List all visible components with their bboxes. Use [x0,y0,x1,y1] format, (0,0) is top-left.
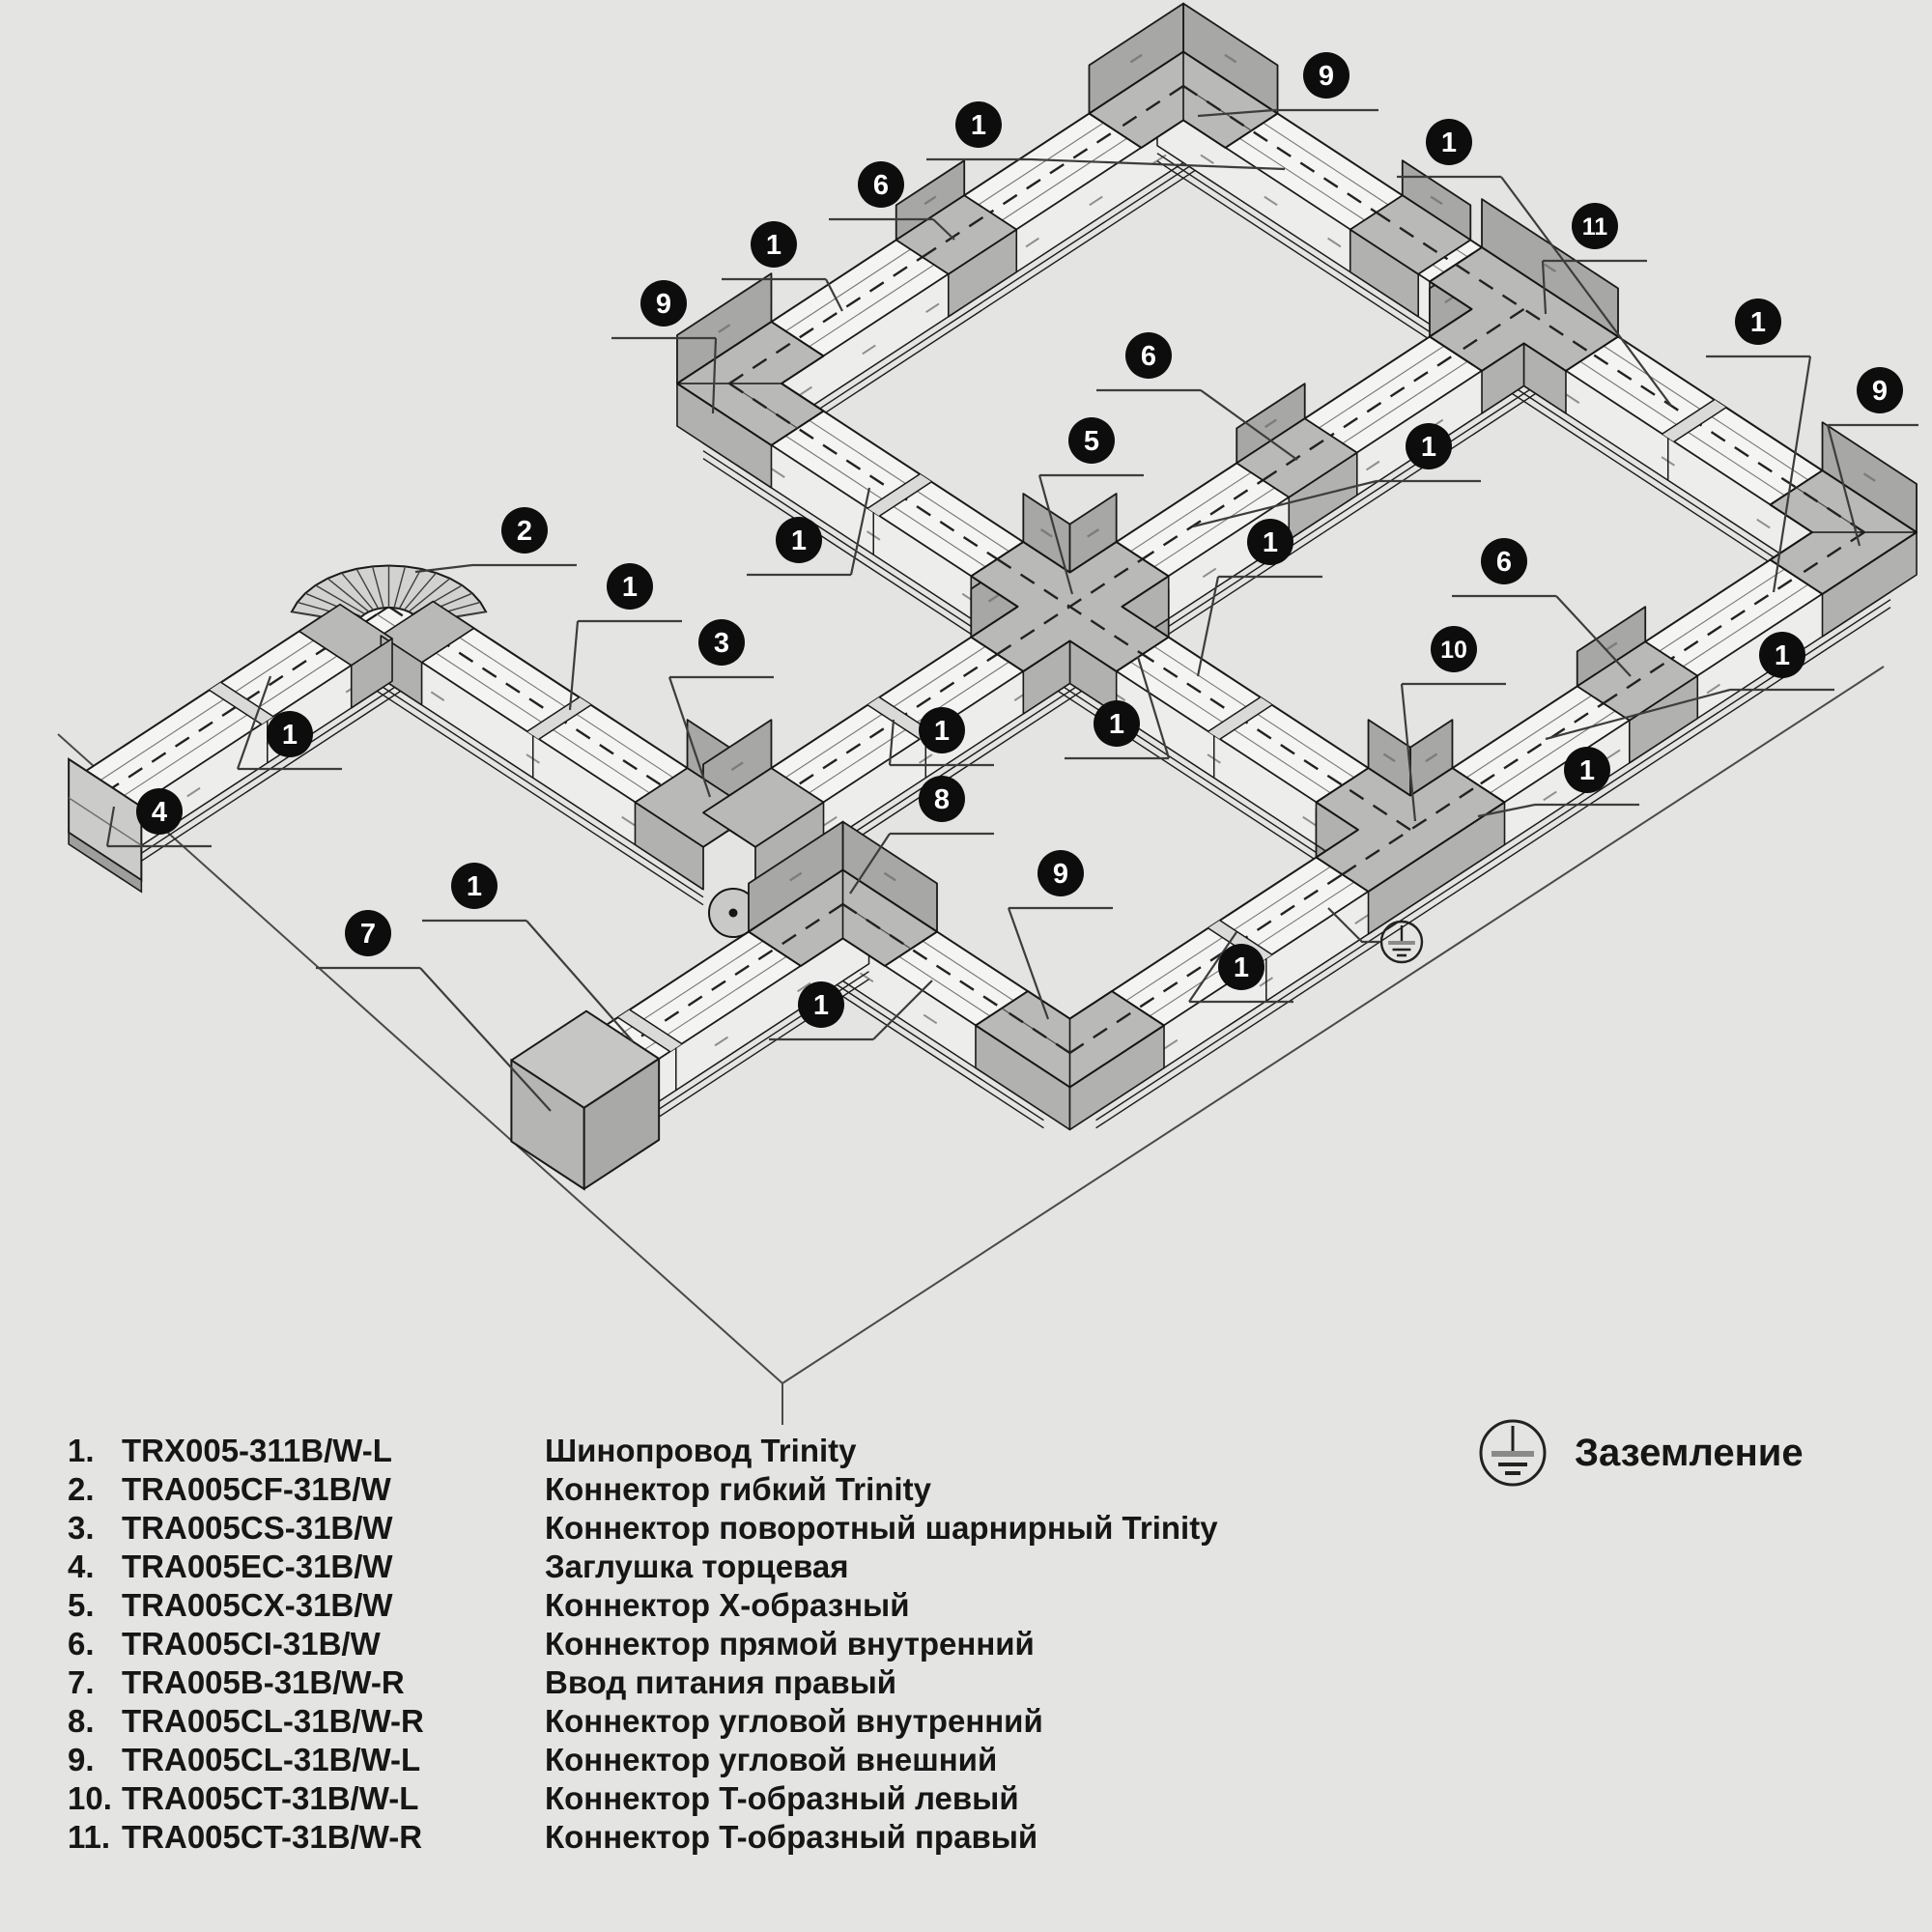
svg-text:1: 1 [1108,709,1125,741]
legend-desc: Коннектор X-образный [545,1587,910,1623]
legend-num: 4. [68,1548,95,1584]
svg-text:1: 1 [1440,128,1458,159]
legend-row [68,1663,1218,1702]
legend-num: 7. [68,1664,95,1700]
svg-text:1: 1 [1262,527,1279,559]
callout-2 [415,507,577,572]
svg-text:1: 1 [621,572,639,604]
legend-num: 1. [68,1433,95,1468]
legend-code: TRA005CF-31B/W [122,1471,391,1507]
legend-row [68,1586,1218,1625]
svg-text:9: 9 [1871,376,1889,408]
legend-desc: Коннектор угловой внешний [545,1742,998,1777]
legend-code: TRA005B-31B/W-R [122,1664,405,1700]
svg-text:1: 1 [1749,307,1767,339]
callout-1 [570,563,682,710]
legend-desc: Коннектор угловой внутренний [545,1703,1043,1739]
svg-text:7: 7 [359,919,377,951]
legend-desc: Коннектор T-образный левый [545,1780,1019,1816]
legend-desc: Коннектор T-образный правый [545,1819,1038,1855]
svg-text:11: 11 [1581,213,1608,241]
legend-row [68,1432,1218,1470]
legend-row [68,1470,1218,1509]
legend-row [68,1625,1218,1663]
svg-text:10: 10 [1440,636,1467,664]
legend-num: 3. [68,1510,95,1546]
legend-code: TRA005CT-31B/W-R [122,1819,423,1855]
svg-text:1: 1 [812,990,830,1022]
svg-text:1: 1 [281,720,298,752]
legend-desc: Ввод питания правый [545,1664,897,1700]
svg-text:1: 1 [1774,640,1791,672]
svg-text:3: 3 [713,628,730,660]
svg-text:1: 1 [765,230,782,262]
svg-text:8: 8 [933,784,951,816]
legend-num: 11. [68,1819,111,1855]
legend-desc: Шинопровод Trinity [545,1433,857,1468]
legend-num: 10. [68,1780,112,1816]
legend-code: TRA005CL-31B/W-R [122,1703,424,1739]
legend-num: 5. [68,1587,95,1623]
legend-desc: Заглушка торцевая [545,1548,849,1584]
svg-text:1: 1 [790,526,808,557]
svg-text:6: 6 [872,170,890,202]
ground-legend [1476,1416,1804,1490]
svg-text:4: 4 [151,797,168,829]
svg-text:1: 1 [1233,952,1250,984]
parts-legend [68,1432,1218,1857]
legend-num: 2. [68,1471,95,1507]
svg-text:2: 2 [516,516,533,548]
svg-text:9: 9 [1052,859,1069,891]
svg-text:1: 1 [970,110,987,142]
legend-desc: Коннектор прямой внутренний [545,1626,1035,1662]
svg-text:6: 6 [1140,341,1157,373]
legend-desc: Коннектор гибкий Trinity [545,1471,931,1507]
legend-code: TRA005EC-31B/W [122,1548,393,1584]
legend-num: 6. [68,1626,95,1662]
legend-code: TRX005-311B/W-L [122,1433,392,1468]
legend-num: 9. [68,1742,95,1777]
legend-row [68,1818,1218,1857]
svg-text:1: 1 [466,871,483,903]
legend-code: TRA005CT-31B/W-L [122,1780,419,1816]
legend-desc: Коннектор поворотный шарнирный Trinity [545,1510,1218,1546]
legend-row [68,1548,1218,1586]
svg-text:6: 6 [1495,547,1513,579]
ground-icon [1476,1416,1549,1490]
svg-text:1: 1 [1578,755,1596,787]
svg-text:1: 1 [933,716,951,748]
legend-row [68,1509,1218,1548]
legend-num: 8. [68,1703,95,1739]
callout-1 [422,863,633,1041]
legend-code: TRA005CI-31B/W [122,1626,381,1662]
svg-text:5: 5 [1083,426,1100,458]
legend-row [68,1779,1218,1818]
connector-corner-part9 [976,991,1164,1129]
legend-row [68,1741,1218,1779]
legend-code: TRA005CS-31B/W [122,1510,393,1546]
svg-text:9: 9 [1318,61,1335,93]
legend-row [68,1702,1218,1741]
svg-text:1: 1 [1420,432,1437,464]
legend-code: TRA005CX-31B/W [122,1587,393,1623]
legend-code: TRA005CL-31B/W-L [122,1742,421,1777]
ground-label: Заземление [1575,1431,1804,1474]
svg-text:9: 9 [655,289,672,321]
